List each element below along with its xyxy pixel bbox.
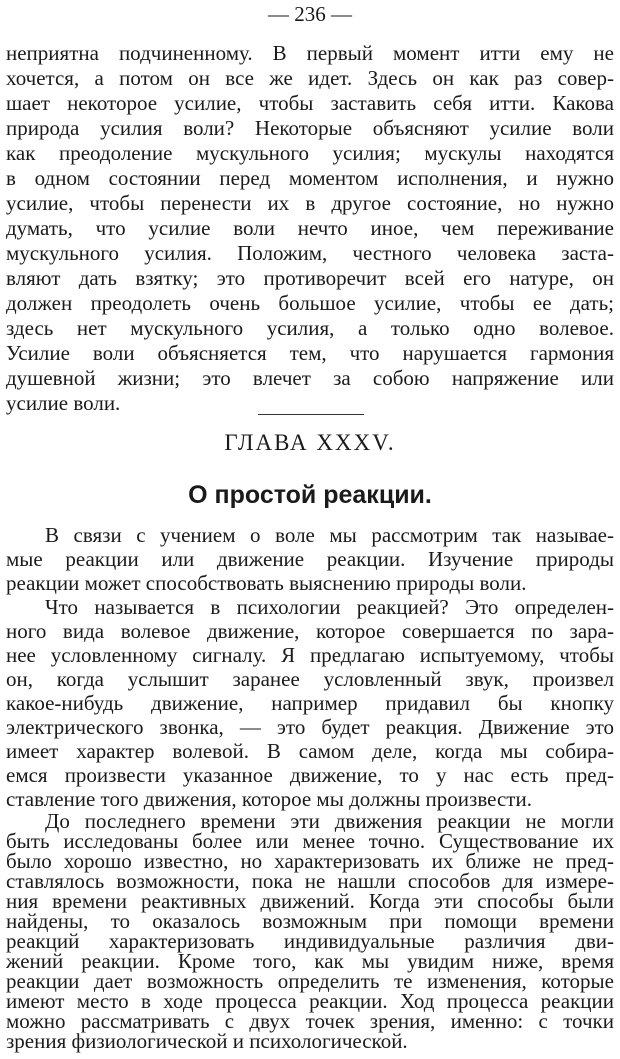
text-line: душевной жизни; это влечет за собою напряжение или [6, 366, 614, 390]
text-line: природа усилия воли? Некоторые объясняют усилие воли [6, 116, 614, 140]
text-line: электрического звонка, — это будет реакция. Движение это [6, 715, 614, 739]
section-separator [258, 414, 364, 415]
text-line: ставление того движения, которое мы должны произвести. [6, 787, 532, 811]
text-line: усилие воли. [6, 391, 121, 415]
chapter-heading: ГЛАВА XXXV. [224, 430, 396, 455]
text-line: должен преодолеть очень большое усилие, чтобы ее дать; [6, 291, 614, 315]
text-line: думать, что усилие воли нечто иное, чем переживание [6, 216, 614, 240]
text-line: найдены, то оказалось возможным при помощи времени [6, 909, 614, 933]
text-line: зрения физиологической и психологической. [6, 1029, 408, 1053]
text-line: емся произвести указанное движение, то у нас есть пред- [6, 763, 614, 787]
text-line: Что называется в психологии реакцией? Это определен- [45, 595, 614, 619]
text-line: До последнего времени эти движения реакции не могли [45, 809, 614, 833]
text-line: жений реакции. Кроме того, как мы увидим ниже, время [6, 949, 614, 973]
text-line: было хорошо известно, но характеризовать их ближе не пред- [6, 849, 614, 873]
text-line: хочется, а потом он все же идет. Здесь он как раз совер- [6, 66, 614, 90]
text-line: вляют дать взятку; это противоречит всей его натуре, он [6, 266, 614, 290]
text-line: мускульного усилия. Положим, честного человека заста- [6, 241, 614, 265]
text-line: здесь нет мускульного усилия, а только одно волевое. [6, 316, 614, 340]
text-line: ного вида волевое движение, которое совершается по зара- [6, 619, 614, 643]
page-number: — 236 — [268, 2, 352, 26]
text-line: ставлялось возможности, пока не нашли способов для измере- [6, 869, 614, 893]
text-line: быть исследованы более или менее точно. Существование их [6, 829, 614, 853]
text-line: как преодоление мускульного усилия; мускулы находятся [6, 141, 614, 165]
text-line: мые реакции или движение реакции. Изучение природы [6, 547, 614, 571]
text-line: реакции может способствовать выяснению природы воли. [6, 571, 527, 595]
text-line: имеет характер волевой. В самом деле, когда мы собира- [6, 739, 614, 763]
text-line: имеют место в ходе процесса реакции. Ход процесса реакции [6, 989, 614, 1013]
chapter-title: О простой реакции. [188, 481, 432, 509]
text-line: В связи с учением о воле мы рассмотрим так называе- [45, 523, 614, 547]
text-line: Усилие воли объясняется тем, что нарушается гармония [6, 341, 614, 365]
text-line: нее условленному сигналу. Я предлагаю испытуемому, чтобы [6, 643, 614, 667]
text-line: можно рассматривать с двух точек зрения, именно: с точки [6, 1009, 614, 1033]
text-line: в одном состоянии перед моментом исполнения, и нужно [6, 166, 614, 190]
text-line: усилие, чтобы перенести их в другое состояние, но нужно [6, 191, 614, 215]
text-line: реакций характеризовать индивидуальные различия дви- [6, 929, 614, 953]
text-line: неприятна подчиненному. В первый момент итти ему не [6, 41, 614, 65]
text-line: шает некоторое усилие, чтобы заставить себя итти. Какова [6, 91, 614, 115]
text-line: какое-нибудь движение, например придавил бы кнопку [6, 691, 614, 715]
text-line: реакции дает возможность определить те изменения, которые [6, 969, 614, 993]
text-line: он, когда услышит заранее условленный звук, произвел [6, 667, 614, 691]
text-line: ния времени реактивных движений. Когда эти способы были [6, 889, 614, 913]
